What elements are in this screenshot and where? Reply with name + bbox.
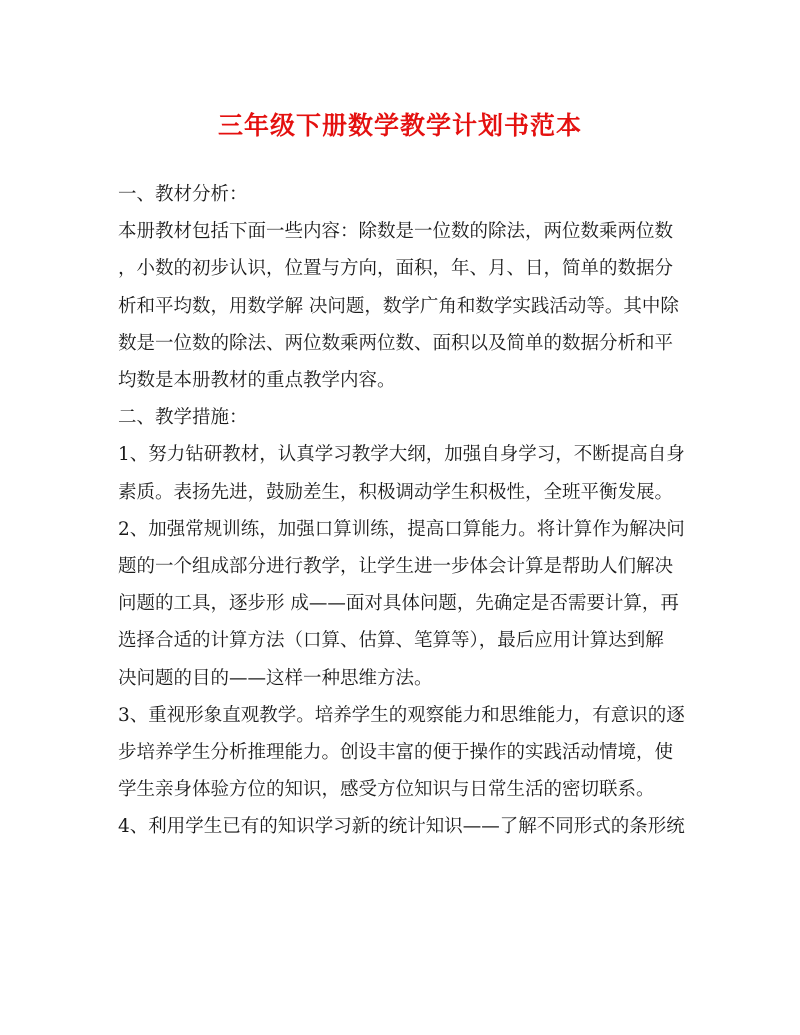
- list-item-line: 步培养学生分析推理能力。创设丰富的便于操作的实践活动情境，使: [118, 742, 674, 764]
- list-item-line: 选择合适的计算方法（口算、估算、笔算等），最后应用计算达到解: [118, 630, 664, 652]
- list-item-line: 2、加强常规训练，加强口算训练，提高口算能力。将计算作为解决问: [118, 518, 685, 540]
- list-item-line: 1、努力钻研教材，认真学习教学大纲，加强自身学习，不断提高自身: [118, 444, 685, 466]
- list-item-line: 问题的工具，逐步形 成——面对具体问题，先确定是否需要计算，再: [118, 593, 679, 615]
- list-item-line: 4、利用学生已有的知识学习新的统计知识——了解不同形式的条形统: [118, 816, 685, 838]
- paragraph-line: ，小数的初步认识，位置与方向，面积，年、月、日，简单的数据分: [118, 258, 674, 280]
- list-item-line: 3、重视形象直观教学。培养学生的观察能力和思维能力，有意识的逐: [118, 704, 685, 726]
- list-item-line: 素质。表扬先进，鼓励差生，积极调动学生积极性，全班平衡发展。: [118, 481, 674, 503]
- paragraph-line: 均数是本册教材的重点教学内容。: [118, 370, 396, 392]
- section-heading-measures: 二、教学措施：: [118, 407, 248, 429]
- list-item-line: 题的一个组成部分进行教学，让学生进一步体会计算是帮助人们解决: [118, 556, 674, 578]
- list-item-line: 学生亲身体验方位的知识，感受方位知识与日常生活的密切联系。: [118, 779, 655, 801]
- section-heading-materials: 一、教材分析：: [118, 184, 248, 205]
- paragraph-line: 数是一位数的除法、两位数乘两位数、面积以及简单的数据分析和平: [118, 332, 674, 354]
- list-item-line: 决问题的目的——这样一种思维方法。: [118, 667, 433, 689]
- paragraph-line: 本册教材包括下面一些内容：除数是一位数的除法，两位数乘两位数: [118, 221, 674, 243]
- document-title: 三年级下册数学教学计划书范本: [217, 111, 582, 140]
- paragraph-line: 析和平均数，用数学解 决问题，数学广角和数学实践活动等。其中除: [118, 295, 679, 317]
- document-body: [118, 176, 698, 846]
